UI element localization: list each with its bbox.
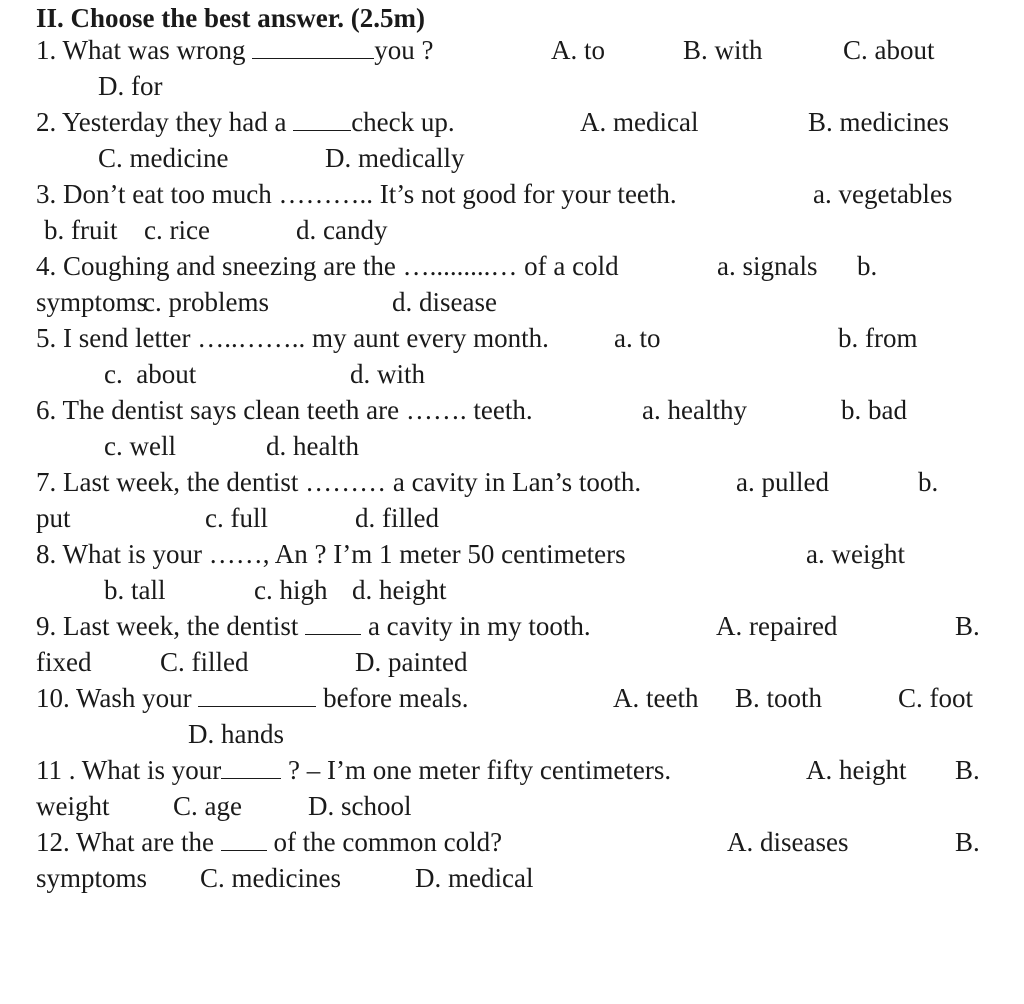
question-8-line-2 [0, 572, 447, 608]
question-2-option-d[interactable]: D. medically [325, 143, 465, 173]
question-12-option-b-text[interactable]: symptoms [36, 863, 148, 893]
answer-blank [305, 608, 361, 635]
question-1-option-d[interactable]: D. for [98, 71, 163, 101]
question-7-option-a[interactable]: a. pulled [736, 467, 829, 497]
question-1-option-c[interactable]: C. about [843, 35, 935, 65]
question-6-line-1 [0, 392, 907, 428]
question-11-option-b-text[interactable]: weight [36, 791, 110, 821]
question-9-line-2 [0, 644, 468, 680]
question-7-option-b-label[interactable]: b. [918, 467, 939, 497]
question-5-line-1 [0, 320, 918, 356]
question-2-option-b[interactable]: B. medicines [808, 107, 949, 137]
question-9-stem: 9. Last week, the dentist a cavity in my tooth. [36, 608, 591, 644]
question-2-option-a[interactable]: A. medical [580, 107, 699, 137]
question-10-stem: 10. Wash your before meals. [36, 680, 469, 716]
question-9-option-a[interactable]: A. repaired [716, 611, 838, 641]
question-10-line-1 [0, 680, 974, 716]
question-7-line-2 [0, 500, 439, 536]
question-8-option-d[interactable]: d. height [352, 575, 447, 605]
question-4-option-b-label[interactable]: b. [857, 251, 878, 281]
question-9-option-b-label[interactable]: B. [955, 611, 980, 641]
question-10-option-a[interactable]: A. teeth [613, 683, 699, 713]
question-11-option-d[interactable]: D. school [308, 791, 412, 821]
question-12-option-a[interactable]: A. diseases [727, 827, 849, 857]
question-5-stem: 5. I send letter …..…….. my aunt every month. [36, 323, 549, 353]
question-12-stem: 12. What are the of the common cold? [36, 824, 502, 860]
question-8-stem: 8. What is your ……, An ? I’m 1 meter 50 centimeters [36, 539, 626, 569]
question-1-option-a[interactable]: A. to [551, 35, 605, 65]
question-11-line-1 [0, 752, 980, 788]
question-2-option-c[interactable]: C. medicine [98, 143, 229, 173]
question-3-option-c[interactable]: c. rice [144, 215, 210, 245]
question-12-option-b-label[interactable]: B. [955, 827, 980, 857]
question-8-option-c[interactable]: c. high [254, 575, 328, 605]
question-8-line-1 [0, 536, 905, 572]
answer-blank [221, 824, 267, 851]
question-11-stem: 11 . What is your ? – I’m one meter fifty centimeters. [36, 752, 671, 788]
question-10-line-2 [0, 716, 284, 752]
question-7-stem: 7. Last week, the dentist ……… a cavity in Lan’s tooth. [36, 467, 642, 497]
question-10-option-d[interactable]: D. hands [188, 719, 284, 749]
answer-blank [252, 32, 374, 59]
question-6-line-2 [0, 428, 359, 464]
question-5-line-2 [0, 356, 426, 392]
answer-blank [293, 104, 351, 131]
question-2-stem: 2. Yesterday they had a check up. [36, 104, 455, 140]
question-8-option-a[interactable]: a. weight [806, 539, 905, 569]
question-4-option-b-text[interactable]: symptoms [36, 287, 148, 317]
question-7-option-c[interactable]: c. full [205, 503, 268, 533]
question-7-line-1 [0, 464, 939, 500]
question-11-option-a[interactable]: A. height [806, 755, 907, 785]
question-4-line-1 [0, 248, 878, 284]
question-3-line-1 [0, 176, 953, 212]
question-5-option-a[interactable]: a. to [614, 323, 661, 353]
question-4-line-2 [0, 284, 497, 320]
question-5-option-b[interactable]: b. from [838, 323, 918, 353]
answer-blank [221, 752, 281, 779]
question-1-line-1 [0, 32, 935, 68]
question-7-option-b-text[interactable]: put [36, 503, 71, 533]
question-4-stem: 4. Coughing and sneezing are the ….........… of a cold [36, 251, 619, 281]
question-4-option-c[interactable]: c. problems [143, 287, 269, 317]
question-5-option-c[interactable]: c. about [104, 359, 197, 389]
question-2-line-2 [0, 140, 465, 176]
question-6-option-a[interactable]: a. healthy [642, 395, 747, 425]
question-1-option-b[interactable]: B. with [683, 35, 763, 65]
question-9-line-1 [0, 608, 980, 644]
question-10-option-b[interactable]: B. tooth [735, 683, 823, 713]
question-1-line-2 [0, 68, 163, 104]
question-3-line-2 [0, 212, 388, 248]
question-3-option-a[interactable]: a. vegetables [813, 179, 953, 209]
question-11-option-b-label[interactable]: B. [955, 755, 980, 785]
section-heading [0, 0, 425, 36]
question-10-option-c[interactable]: C. foot [898, 683, 974, 713]
question-5-option-d[interactable]: d. with [350, 359, 426, 389]
question-12-line-1 [0, 824, 980, 860]
question-4-option-d[interactable]: d. disease [392, 287, 497, 317]
question-9-option-d[interactable]: D. painted [355, 647, 468, 677]
question-3-option-d[interactable]: d. candy [296, 215, 388, 245]
question-12-line-2 [0, 860, 534, 896]
question-6-option-c[interactable]: c. well [104, 431, 176, 461]
question-3-stem: 3. Don’t eat too much ……….. It’s not good for your teeth. [36, 179, 677, 209]
question-6-option-b[interactable]: b. bad [841, 395, 907, 425]
question-6-option-d[interactable]: d. health [266, 431, 359, 461]
question-9-option-b-text[interactable]: fixed [36, 647, 92, 677]
question-12-option-d[interactable]: D. medical [415, 863, 534, 893]
question-11-option-c[interactable]: C. age [173, 791, 242, 821]
section-heading-text: II. Choose the best answer. (2.5m) [36, 3, 425, 33]
question-1-stem: 1. What was wrong you ? [36, 32, 433, 68]
question-11-line-2 [0, 788, 412, 824]
question-9-option-c[interactable]: C. filled [160, 647, 249, 677]
answer-blank [198, 680, 316, 707]
question-4-option-a[interactable]: a. signals [717, 251, 818, 281]
question-6-stem: 6. The dentist says clean teeth are ……. teeth. [36, 395, 533, 425]
question-7-option-d[interactable]: d. filled [355, 503, 439, 533]
question-8-option-b[interactable]: b. tall [104, 575, 166, 605]
question-3-option-b[interactable]: b. fruit [44, 215, 118, 245]
question-12-option-c[interactable]: C. medicines [200, 863, 341, 893]
question-2-line-1 [0, 104, 949, 140]
